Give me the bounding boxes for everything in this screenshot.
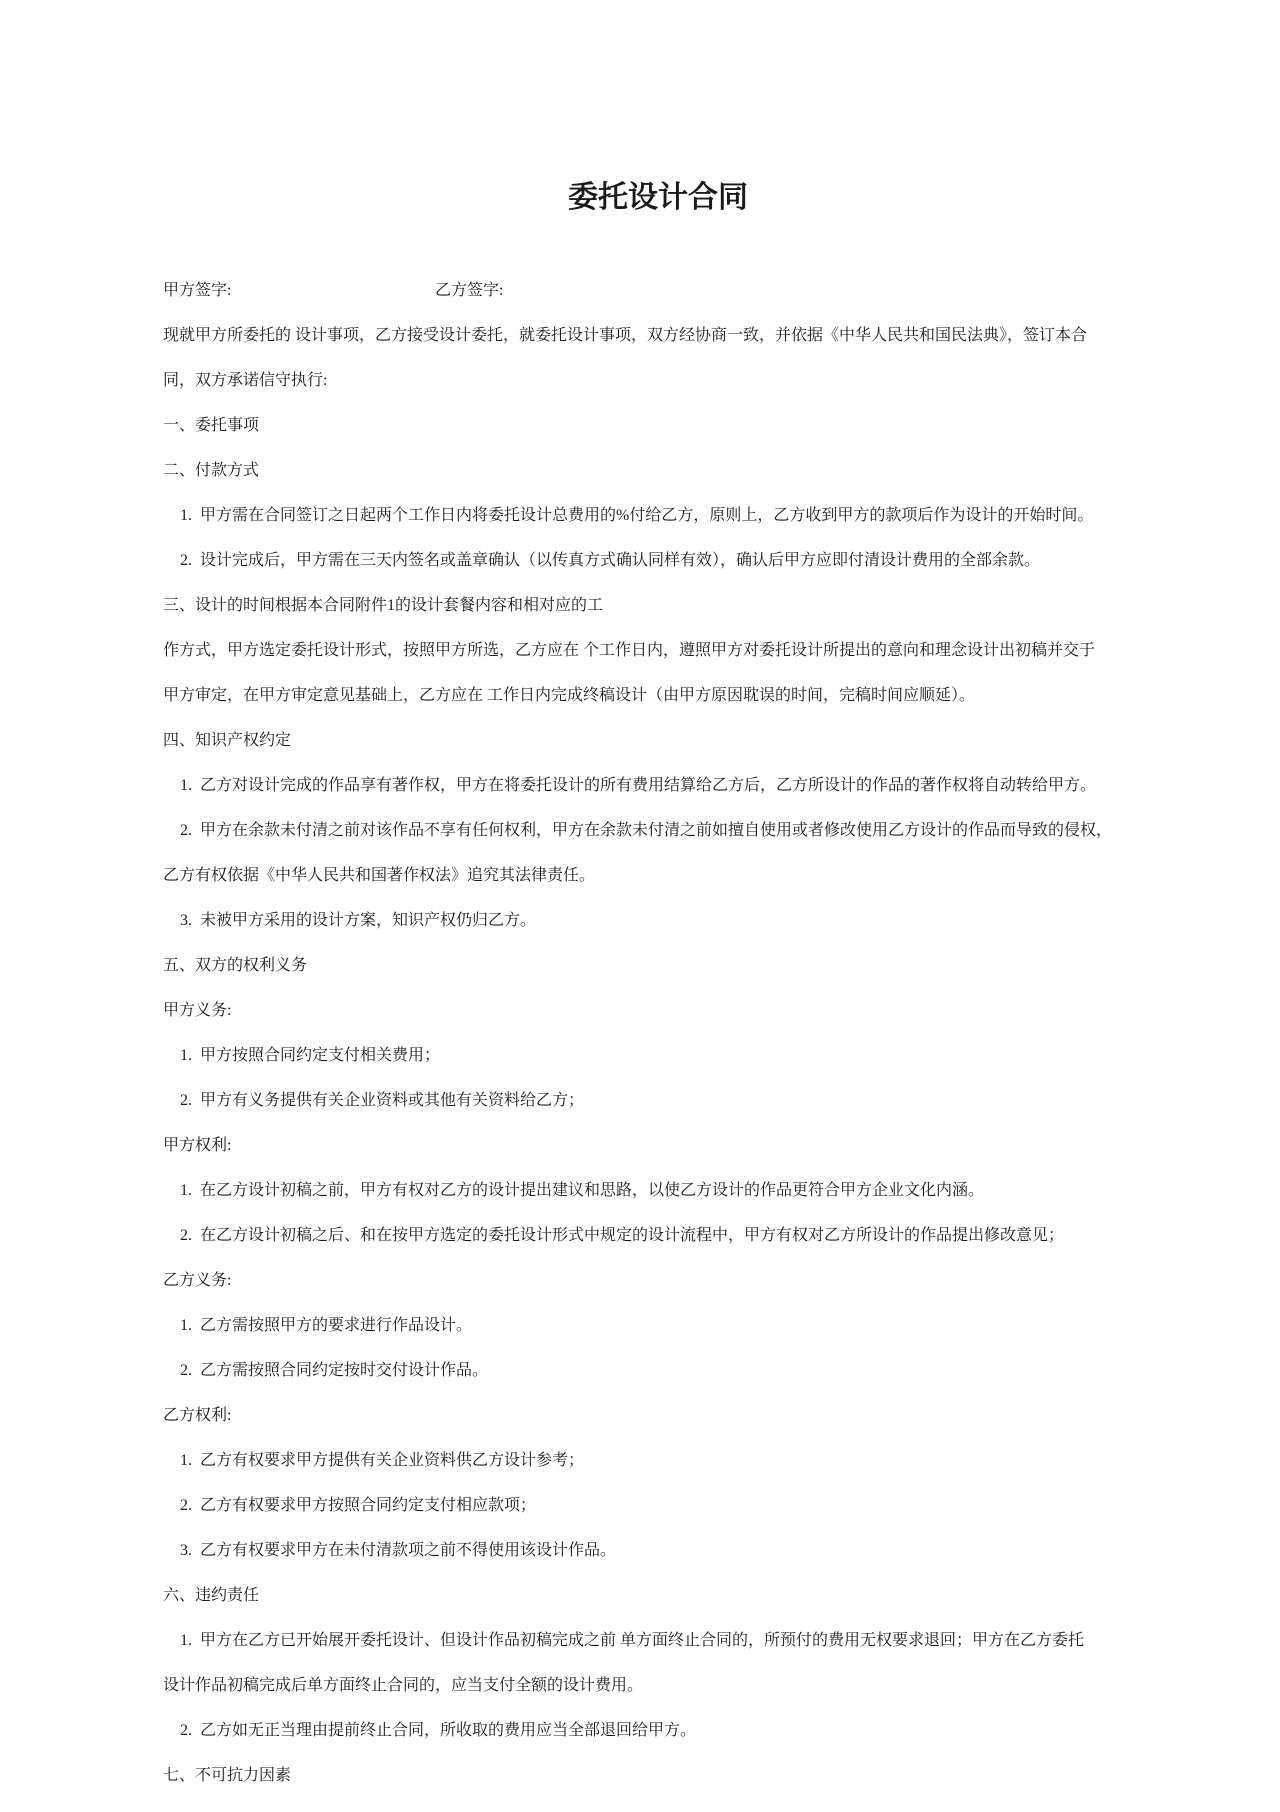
document-line: 2. 乙方需按照合同约定按时交付设计作品。: [180, 1362, 489, 1379]
document-line: 六、违约责任: [163, 1587, 260, 1604]
document-line: 3. 未被甲方采用的设计方案，知识产权仍归乙方。: [180, 912, 537, 929]
document-line: 1. 乙方对设计完成的作品享有著作权，甲方在将委托设计的所有费用结算给乙方后，乙方所设计的作品的著作权将自动转给甲方。: [180, 777, 1097, 794]
document-line: 乙方有权依据《中华人民共和国著作权法》追究其法律责任。: [163, 867, 596, 884]
document-line: 1. 乙方需按照甲方的要求进行作品设计。: [180, 1317, 473, 1334]
document-line: 四、知识产权约定: [163, 732, 292, 749]
document-line: 2. 乙方有权要求甲方按照合同约定支付相应款项；: [180, 1497, 537, 1514]
document-line: 甲方义务:: [163, 1002, 232, 1019]
party-a-signature-label: 甲方签字:: [163, 282, 232, 299]
document-line: 1. 甲方在乙方已开始展开委托设计、但设计作品初稿完成之前 单方面终止合同的，所预付的费用无权要求退回；甲方在乙方委托: [180, 1632, 1085, 1649]
document-line: 3. 乙方有权要求甲方在未付清款项之前不得使用该设计作品。: [180, 1542, 617, 1559]
document-line: 甲方权利:: [163, 1137, 232, 1154]
document-line: 甲方审定，在甲方审定意见基础上，乙方应在 工作日内完成终稿设计（由甲方原因耽误的时间，完稿时间应顺延）。: [163, 687, 976, 704]
document-line: 2. 在乙方设计初稿之后、和在按甲方选定的委托设计形式中规定的设计流程中，甲方有权对乙方所设计的作品提出修改意见；: [180, 1227, 1065, 1244]
document-body: [163, 268, 1173, 1798]
document-line: 1. 甲方需在合同签订之日起两个工作日内将委托设计总费用的%付给乙方，原则上，乙方收到甲方的款项后作为设计的开始时间。: [180, 507, 1094, 524]
document-line: 设计作品初稿完成后单方面终止合同的，应当支付全额的设计费用。: [163, 1677, 644, 1694]
document-line: 2. 乙方如无正当理由提前终止合同，所收取的费用应当全部退回给甲方。: [180, 1722, 697, 1739]
document-line: 现就甲方所委托的 设计事项，乙方接受设计委托，就委托设计事项，双方经协商一致，并依据《中华人民共和国民法典》，签订本合: [163, 327, 1088, 344]
document-line: 2. 设计完成后，甲方需在三天内签名或盖章确认（以传真方式确认同样有效），确认后甲方应即付清设计费用的全部余款。: [180, 552, 1041, 569]
document-line: 1. 乙方有权要求甲方提供有关企业资料供乙方设计参考；: [180, 1452, 585, 1469]
document-line: 三、设计的时间根据本合同附件1的设计套餐内容和相对应的工: [163, 597, 604, 614]
signature-line: [163, 268, 1173, 313]
document-line: 一、委托事项: [163, 417, 260, 434]
party-b-signature-label: 乙方签字:: [435, 282, 504, 299]
document-line: 乙方权利:: [163, 1407, 232, 1424]
document-line: 五、双方的权利义务: [163, 957, 308, 974]
document-line: 乙方义务:: [163, 1272, 232, 1289]
document-line: 同，双方承诺信守执行:: [163, 372, 328, 389]
document-line: 七、不可抗力因素: [163, 1767, 292, 1784]
document-title: 委托设计合同: [568, 181, 748, 214]
document-line: 1. 在乙方设计初稿之前，甲方有权对乙方的设计提出建议和思路，以使乙方设计的作品更符合甲方企业文化内涵。: [180, 1182, 985, 1199]
document-line: 作方式，甲方选定委托设计形式，按照甲方所选，乙方应在 个工作日内，遵照甲方对委托设计所提出的意向和理念设计出初稿并交于: [163, 642, 1096, 659]
document-line: 1. 甲方按照合同约定支付相关费用；: [180, 1047, 441, 1064]
document-line: 二、付款方式: [163, 462, 260, 479]
document-line: 2. 甲方在余款未付清之前对该作品不享有任何权利，甲方在余款未付清之前如擅自使用或者修改使用乙方设计的作品而导致的侵权，: [180, 822, 1113, 839]
document-line: 2. 甲方有义务提供有关企业资料或其他有关资料给乙方；: [180, 1092, 585, 1109]
